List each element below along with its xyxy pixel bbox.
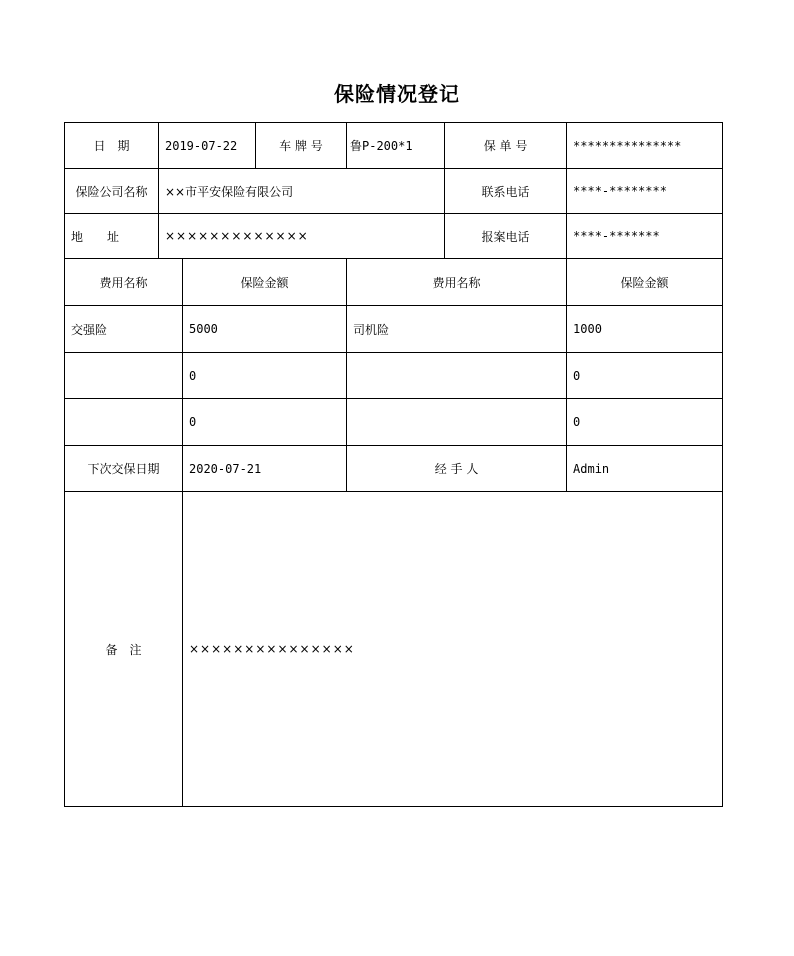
amount-cell[interactable]: 0 [567, 353, 723, 399]
insured-amount-header-1: 保险金额 [183, 259, 347, 306]
date-value[interactable]: 2019-07-22 [159, 123, 256, 169]
handler-label: 经 手 人 [347, 446, 567, 492]
fee-name-cell[interactable]: 交强险 [65, 306, 183, 353]
header-row-3 [65, 214, 723, 259]
header-row-1 [65, 123, 723, 169]
fees-header-row [65, 259, 723, 306]
fee-name-header-1: 费用名称 [65, 259, 183, 306]
fee-name-cell[interactable] [65, 353, 183, 399]
header-row-2 [65, 169, 723, 214]
table-row [65, 399, 723, 446]
company-value[interactable]: ××市平安保险有限公司 [159, 169, 445, 214]
fee-name-cell[interactable] [347, 353, 567, 399]
address-label: 地 址 [65, 214, 159, 259]
fee-name-cell[interactable] [65, 399, 183, 446]
policy-label: 保 单 号 [445, 123, 567, 169]
handler-value[interactable]: Admin [567, 446, 723, 492]
plate-value[interactable]: 鲁P-200*1 [347, 123, 445, 169]
notes-label: 备 注 [65, 492, 183, 807]
plate-label: 车 牌 号 [256, 123, 347, 169]
insured-amount-header-2: 保险金额 [567, 259, 723, 306]
amount-cell[interactable]: 5000 [183, 306, 347, 353]
report-phone-value[interactable]: ****-******* [567, 214, 723, 259]
table-row [65, 306, 723, 353]
company-label: 保险公司名称 [65, 169, 159, 214]
address-value[interactable]: ××××××××××××× [159, 214, 445, 259]
fee-name-cell[interactable]: 司机险 [347, 306, 567, 353]
insurance-form-table [64, 122, 723, 807]
table-row [65, 353, 723, 399]
fee-name-header-2: 费用名称 [347, 259, 567, 306]
report-phone-label: 报案电话 [445, 214, 567, 259]
notes-value[interactable]: ××××××××××××××× [183, 492, 723, 807]
next-renewal-date-label: 下次交保日期 [65, 446, 183, 492]
amount-cell[interactable]: 1000 [567, 306, 723, 353]
amount-cell[interactable]: 0 [183, 399, 347, 446]
policy-value[interactable]: *************** [567, 123, 723, 169]
next-renewal-row [65, 446, 723, 492]
phone-value[interactable]: ****-******** [567, 169, 723, 214]
page-title: 保险情况登记 [334, 82, 460, 106]
amount-cell[interactable]: 0 [567, 399, 723, 446]
fee-name-cell[interactable] [347, 399, 567, 446]
notes-row [65, 492, 723, 807]
next-renewal-date-value[interactable]: 2020-07-21 [183, 446, 347, 492]
phone-label: 联系电话 [445, 169, 567, 214]
amount-cell[interactable]: 0 [183, 353, 347, 399]
date-label: 日 期 [65, 123, 159, 169]
